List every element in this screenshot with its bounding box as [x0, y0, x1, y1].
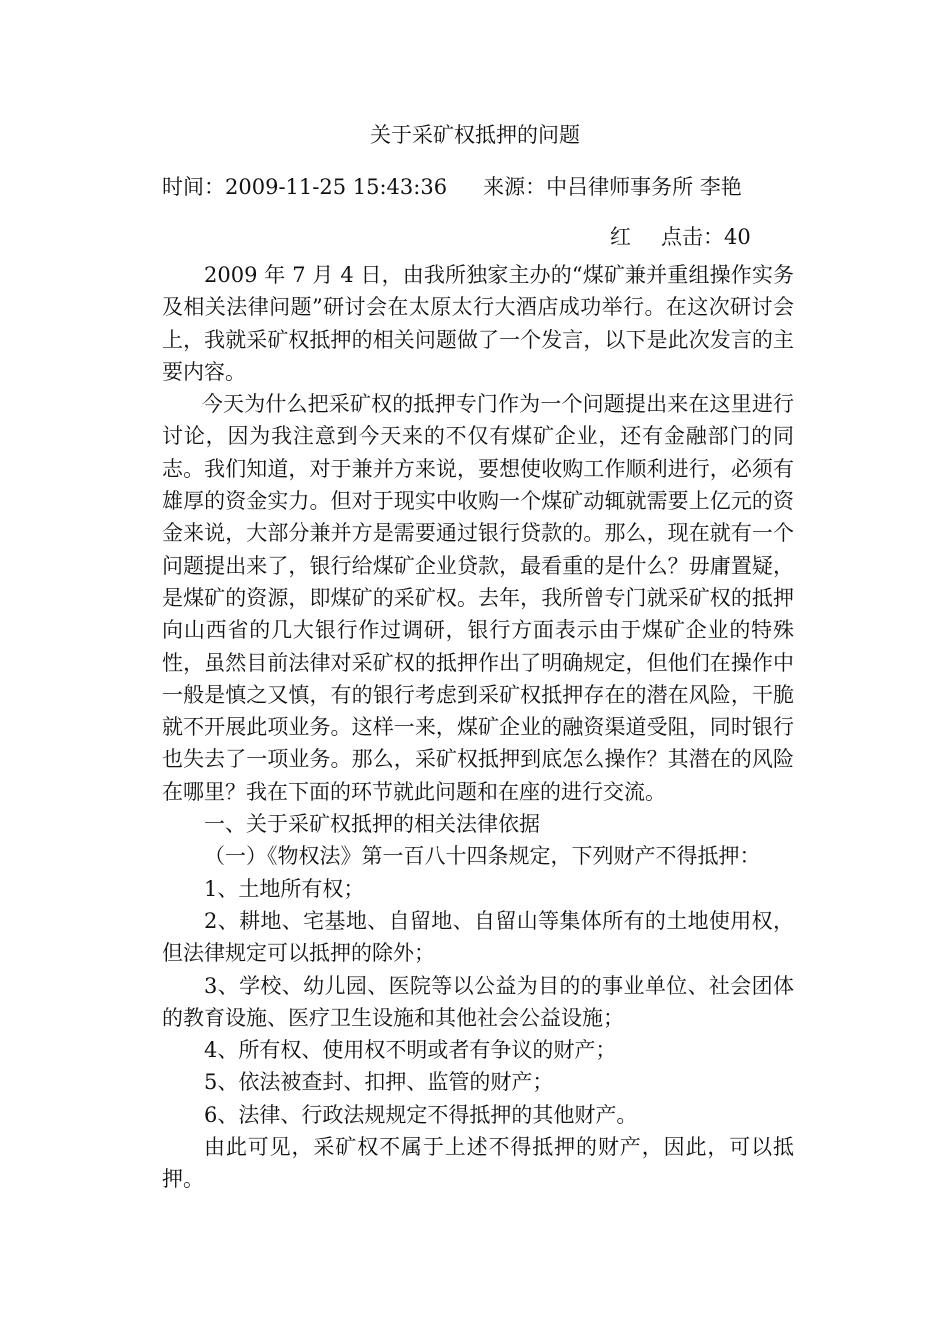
list-item: 5、依法被查封、扣押、监管的财产；: [204, 1070, 554, 1095]
article-meta-line: [162, 172, 742, 202]
author-suffix: 红: [610, 225, 631, 249]
list-item: 4、所有权、使用权不明或者有争议的财产；: [204, 1038, 617, 1063]
list-item: 2、耕地、宅基地、自留地、自留山等集体所有的土地使用权，但法律规定可以抵押的除外；: [162, 908, 794, 966]
list-item: 1、土地所有权；: [204, 876, 365, 901]
article-source: 来源：中吕律师事务所 李艳: [483, 175, 742, 199]
list-item: 3、学校、幼儿园、医院等以公益为目的的事业单位、社会团体的教育设施、医疗卫生设施和其他社会公益设施；: [162, 973, 794, 1030]
paragraph: （一）《物权法》第一百八十四条规定，下列财产不得抵押：: [204, 844, 761, 869]
click-count: 点击：40: [661, 225, 751, 249]
paragraph: 今天为什么把采矿权的抵押专门作为一个问题提出来在这里进行讨论，因为我注意到今天来的不仅有煤矿企业，还有金融部门的同志。我们知道，对于兼并方来说，要想使收购工作顺利进行，必须有雄厚的资金实力。但对于现实中收购一个煤矿动辄就需要上亿元的资金来说，大部分兼并方是需要通过银行贷款的。那么，现在就有一个问题提出来了，银行给煤矿企业贷款，最看重的是什么？毋庸置疑，是煤矿的资源，即煤矿的采矿权。去年，我所曾专门就采矿权的抵押向山西省的几大银行作过调研，银行方面表示由于煤矿企业的特殊性，虽然目前法律对采矿权的抵押作出了明确规定，但他们在操作中一般是慎之又慎，有的银行考虑到采矿权抵押存在的潜在风险，干脆就不开展此项业务。这样一来，煤矿企业的融资渠道受阻，同时银行也失去了一项业务。那么，采矿权抵押到底怎么操作？其潜在的风险在哪里？我在下面的环节就此问题和在座的进行交流。: [162, 392, 794, 804]
list-item: 6、法律、行政法规规定不得抵押的其他财产。: [204, 1102, 638, 1127]
document-title: 关于采矿权抵押的问题: [370, 123, 580, 147]
article-body: [162, 259, 794, 1196]
paragraph: 2009 年 7 月 4 日，由我所独家主办的“煤矿兼并重组操作实务及相关法律问题”研讨会在太原太行大酒店成功举行。在这次研讨会上，我就采矿权抵押的相关问题做了一个发言，以下是此次发言的主要内容。: [162, 263, 794, 384]
paragraph: 由此可见，采矿权不属于上述不得抵押的财产，因此，可以抵押。: [162, 1135, 794, 1192]
section-heading: 一、关于采矿权抵押的相关法律依据: [204, 812, 540, 837]
article-meta-line-2: [610, 222, 751, 252]
publish-time: 时间：2009-11-25 15:43:36: [162, 175, 448, 199]
